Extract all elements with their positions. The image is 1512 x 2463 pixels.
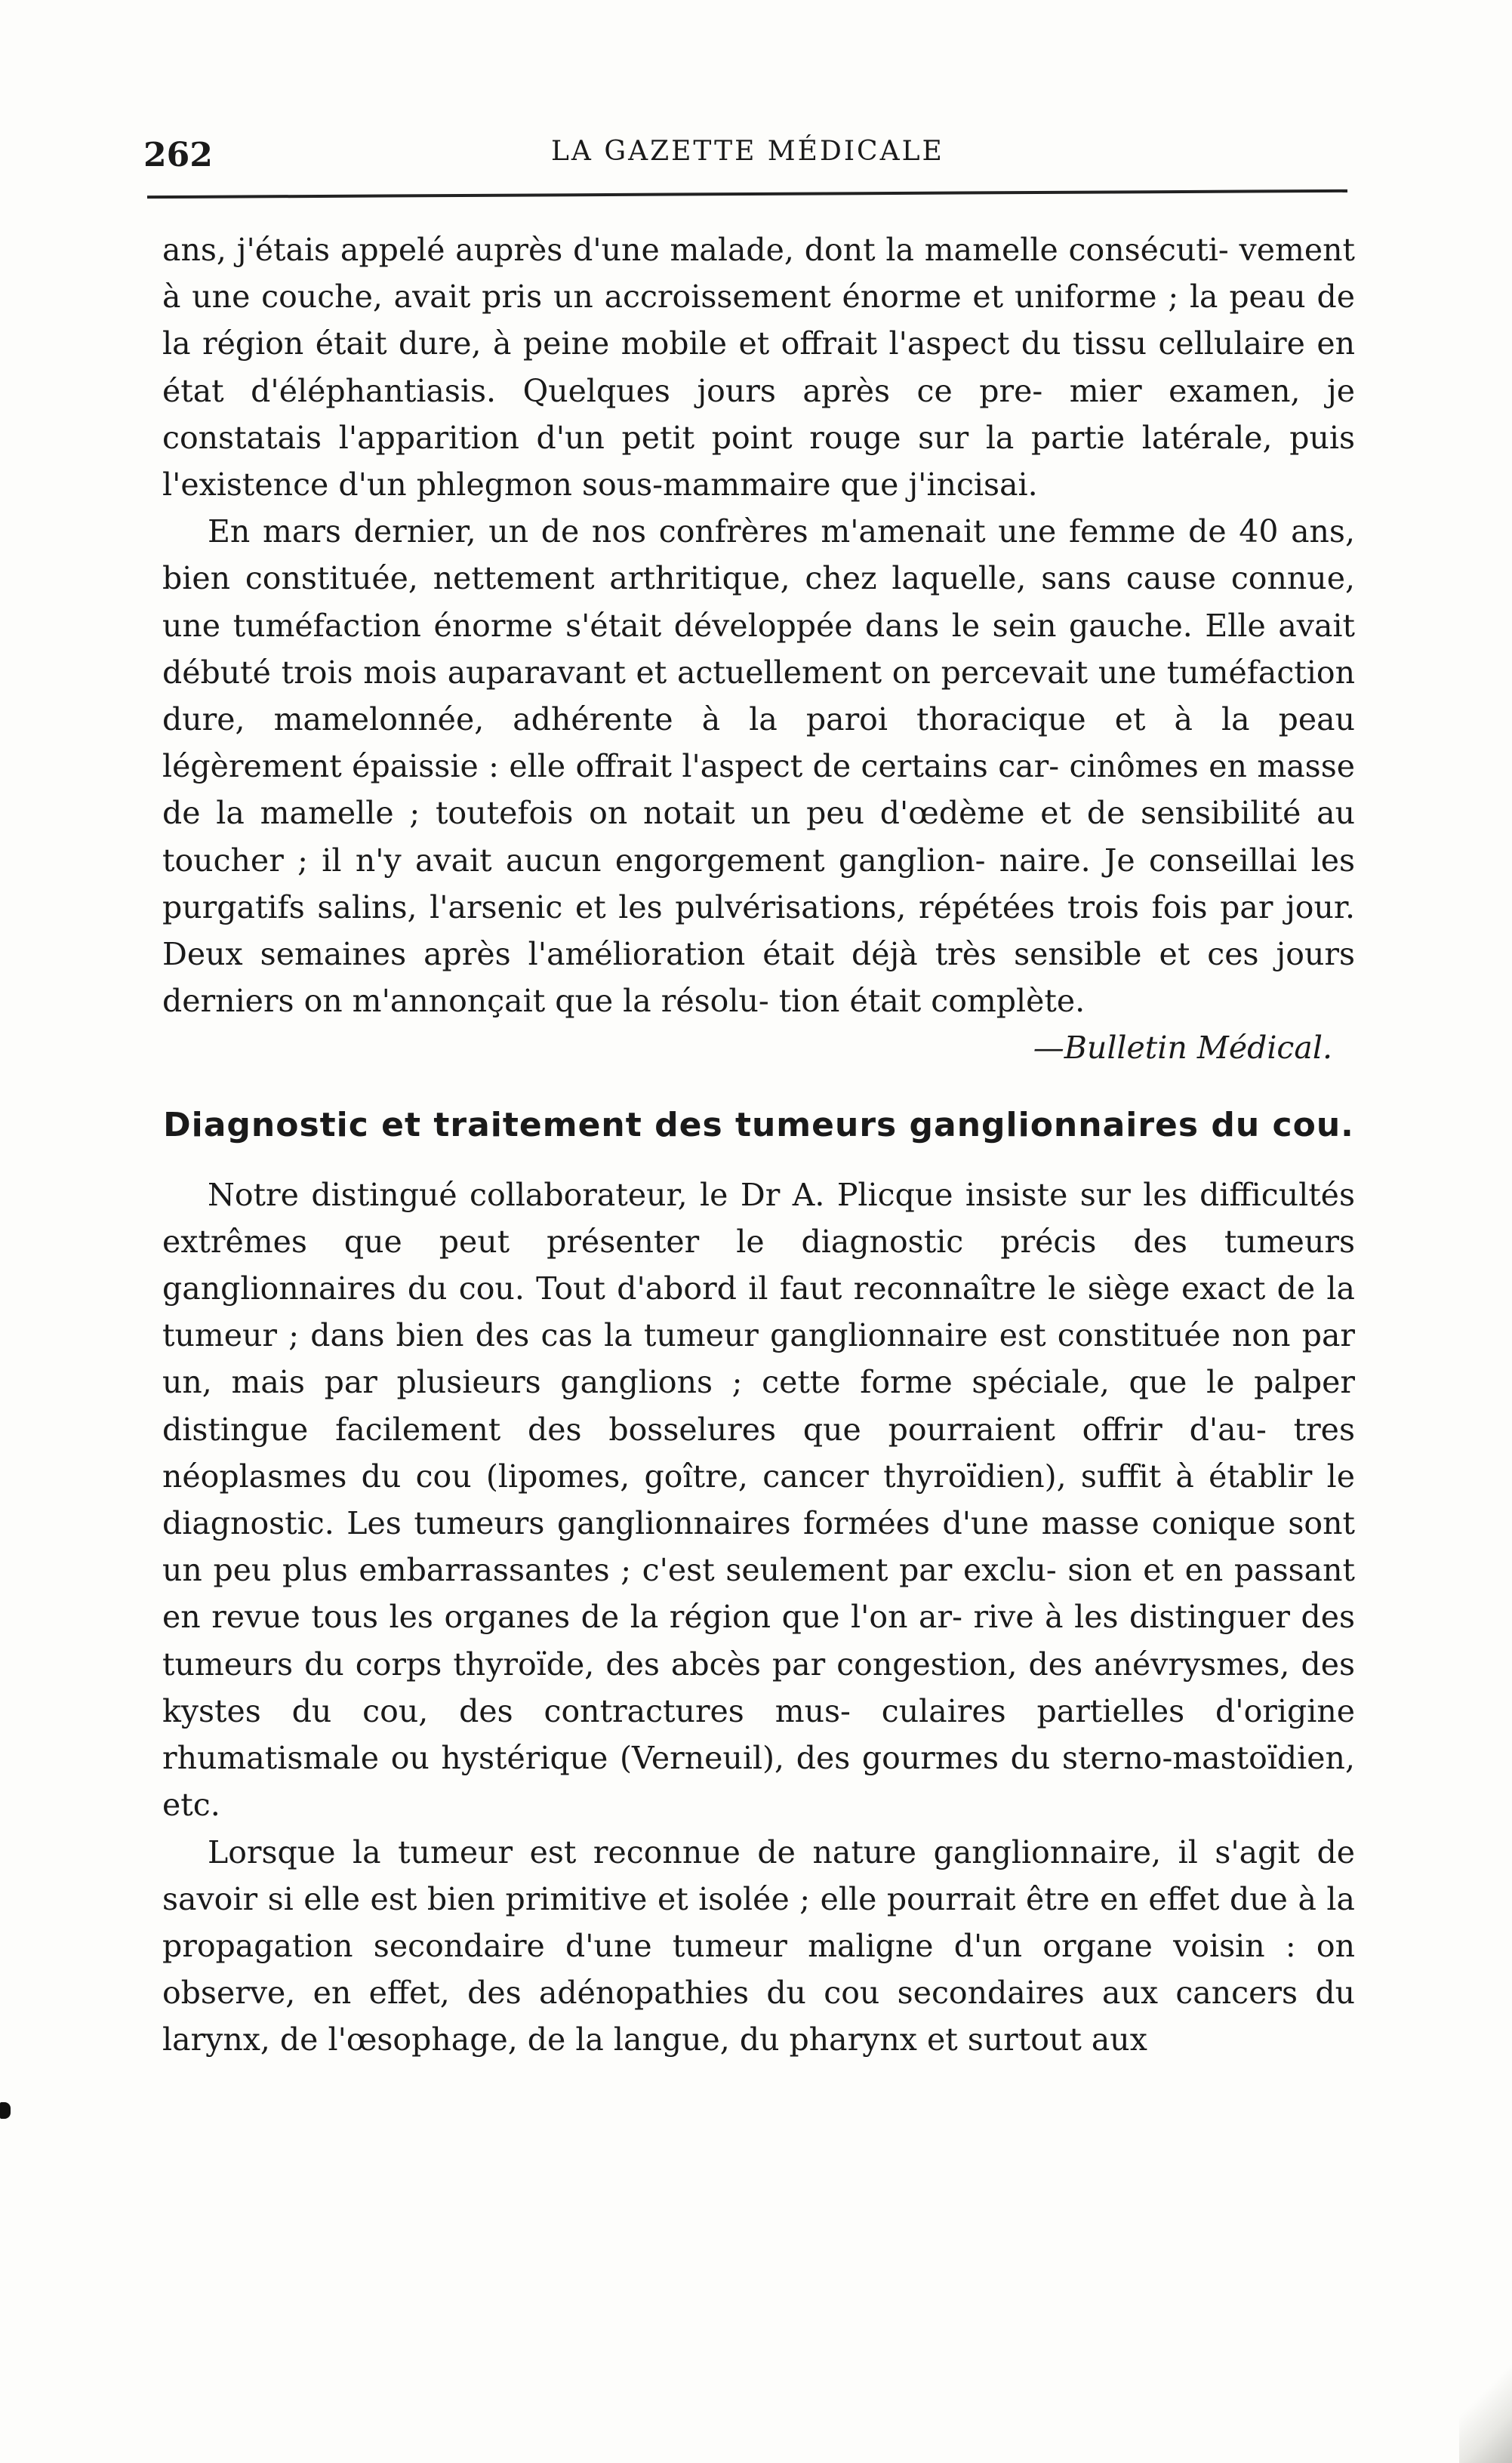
page-corner-smudge — [1459, 2350, 1512, 2463]
page-number: 262 — [143, 136, 213, 174]
article1-paragraph-2: En mars dernier, un de nos confrères m'amenait une femme de 40 ans, bien constituée, nettement arthritique, chez laquelle, sans cause connue, une tuméfaction énorme s'était développée dans le sein gauche. Elle avait débuté trois mois auparavant et actuellement on percevait une tuméfaction dure, mamelonnée, adhérente à la paroi thoracique et à la peau légèrement épaissie : elle offrait l'aspect de certains car- cinômes en masse de la mamelle ; toutefois on notait un peu d'œdème et de sensibilité au toucher ; il n'y avait aucun engorgement ganglion- naire. Je conseillai les purgatifs salins, l'arsenic et les pulvérisations, répétées trois fois par jour. Deux semaines après l'amélioration était déjà très sensible et ces jours derniers on m'annonçait que la résolu- tion était complète. — [162, 513, 1355, 1020]
running-title: LA GAZETTE MÉDICALE — [551, 136, 944, 167]
article2-paragraph-2: Lorsque la tumeur est reconnue de nature ganglionnaire, il s'agit de savoir si elle est bien primitive et isolée ; elle pourrait être en effet due à la propagation secondaire d'une tumeur maligne d'un organe voisin : on observe, en effet, des adénopathies du cou secondaires aux cancers du larynx, de l'œsophage, de la langue, du pharynx et surtout aux — [162, 1833, 1355, 2058]
article2-paragraph-1: Notre distingué collaborateur, le Dr A. Plicque insiste sur les difficultés extrêmes que peut présenter le diagnostic précis des tumeurs ganglionnaires du cou. Tout d'abord il faut reconnaître le siège exact de la tumeur ; dans bien des cas la tumeur ganglionnaire est constituée non par un, mais par plusieurs ganglions ; cette forme spéciale, que le palper distingue facilement des bosselures que pourraient offrir d'au- tres néoplasmes du cou (lipomes, goître, cancer thyroïdien), suffit à établir le diagnostic. Les tumeurs ganglionnaires formées d'une masse conique sont un peu plus embarrassantes ; c'est seulement par exclu- sion et en passant en revue tous les organes de la région que l'on ar- rive à les distinguer des tumeurs du corps thyroïde, des abcès par congestion, des anévrysmes, des kystes du cou, des contractures mus- culaires partielles d'origine rhumatismale ou hystérique (Verneuil), des gourmes du sterno-mastoïdien, etc. — [162, 1176, 1355, 1824]
article1-paragraph-1: ans, j'étais appelé auprès d'une malade, dont la mamelle consécuti- vement à une couche, avait pris un accroissement énorme et uniforme ; la peau de la région était dure, à peine mobile et offrait l'aspect du tissu cellulaire en état d'éléphantiasis. Quelques jours après ce pre- mier examen, je constatais l'apparition d'un petit point rouge sur la partie latérale, puis l'existence d'un phlegmon sous-mammaire que j'incisai. — [162, 232, 1355, 503]
header-rule — [147, 189, 1347, 199]
article1-signature: —Bulletin Médical. — [1033, 1030, 1332, 1067]
body-text — [162, 226, 1355, 2064]
margin-mark — [0, 2102, 11, 2119]
article2-title: Diagnostic et traitement des tumeurs ganglionnaires du cou. — [163, 1105, 1354, 1144]
page-header — [143, 121, 1351, 181]
